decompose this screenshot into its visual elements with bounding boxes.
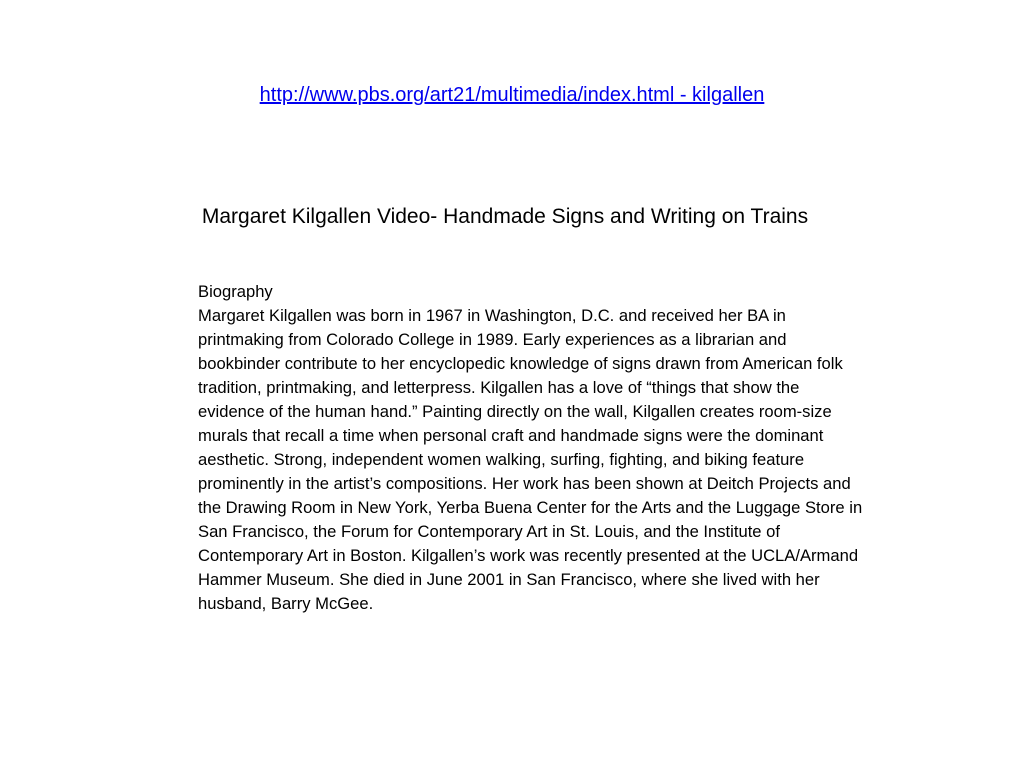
biography-text: Margaret Kilgallen was born in 1967 in Washington, D.C. and received her BA in printmaking from Colorado College in 1989. Early experiences as a librarian and bookbinder contribute to her encyclopedic knowledge of signs drawn from American folk tradition, printmaking, and letterpress. Kilgallen has a love of “things that show the evidence of the human hand.” Painting directly on the wall, Kilgallen creates room-size murals that recall a time when personal craft and handmade signs were the dominant aesthetic. Strong, independent women walking, surfing, fighting, and biking feature prominently in the artist’s compositions. Her work has been shown at Deitch Projects and the Drawing Room in New York, Yerba Buena Center for the Arts and the Luggage Store in San Francisco, the Forum for Contemporary Art in St. Louis, and the Institute of Contemporary Art in Boston. Kilgallen’s work was recently presented at the UCLA/Armand Hammer Museum. She died in June 2001 in San Francisco, where she lived with her husband, Barry McGee. [198, 306, 863, 613]
slide-title: Margaret Kilgallen Video- Handmade Signs and Writing on Trains [201, 205, 809, 228]
biography-heading: Biography [198, 282, 273, 301]
biography-section [198, 280, 868, 616]
pbs-video-link[interactable]: http://www.pbs.org/art21/multimedia/index.html - kilgallen [259, 84, 765, 106]
